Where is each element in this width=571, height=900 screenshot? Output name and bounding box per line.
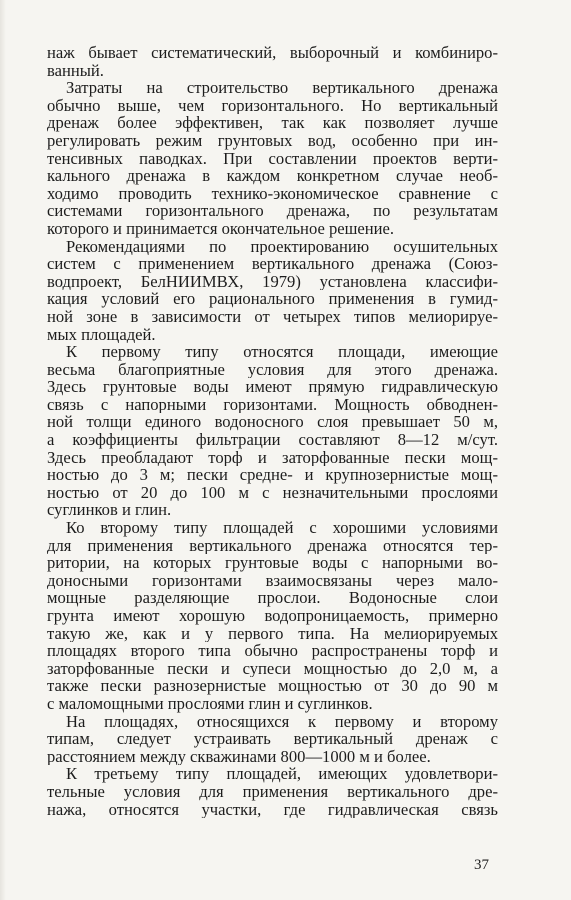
text-line: Здесь грунтовые воды имеют прямую гидравлическую — [47, 378, 498, 396]
text-line: а коэффициенты фильтрации составляют 8—12 м/сут. — [47, 431, 498, 449]
page-edge-shadow — [0, 0, 6, 900]
text-line: мых площадей. — [47, 325, 156, 344]
text-line: также пески разнозернистые мощностью от 30 до 90 м — [47, 677, 498, 695]
text-line: нажа, относятся участки, где гидравлическая связь — [47, 800, 498, 819]
paragraph — [47, 713, 498, 766]
text-line: На площадях, относящихся к первому и второму — [66, 712, 498, 731]
text-line: суглинков и глин. — [47, 501, 172, 520]
text-line: которого и принимается окончательное решение. — [47, 219, 395, 238]
text-line: наж бывает систематический, выборочный и комбиниро- — [47, 44, 498, 62]
text-line: К первому типу относятся площади, имеющие — [66, 343, 498, 361]
body-text — [47, 44, 498, 818]
paragraph — [47, 238, 498, 344]
text-line: с маломощными прослоями глин и суглинков. — [47, 694, 373, 713]
text-line: водпроект, БелНИИМВХ, 1979) установлена классифи- — [47, 272, 498, 291]
text-line: дренаж более эффективен, так как позволяет лучше — [47, 114, 498, 132]
text-line: кация условий его рационального применения в гумид- — [47, 290, 498, 308]
text-line: весьма благоприятные условия для этого дренажа. — [47, 360, 498, 379]
text-line: кального дренажа в каждом конкретном случае необ- — [47, 167, 498, 185]
text-line: грунта имеют хорошую водопроницаемость, примерно — [47, 607, 498, 625]
text-line: регулировать режим грунтовых вод, особенно при ин- — [47, 131, 498, 150]
page-number: 37 — [474, 857, 489, 873]
text-line: доносными горизонтами взаимосвязаны через мало- — [47, 571, 498, 590]
text-line: связь с напорными горизонтами. Мощность обводнен- — [47, 395, 498, 414]
text-line: площадях второго типа обычно распространены торф и — [47, 642, 498, 660]
paragraph — [47, 519, 498, 713]
paragraph — [47, 765, 498, 818]
text-line: тенсивных паводках. При составлении проектов верти- — [47, 149, 498, 168]
text-line: мощные разделяющие прослои. Водоносные слои — [47, 589, 498, 607]
text-line: Здесь преобладают торф и заторфованные пески мощ- — [47, 448, 498, 467]
text-line: для применения вертикального дренажа относятся тер- — [47, 536, 498, 555]
text-line: расстоянием между скважинами 800—1000 м и более. — [47, 747, 431, 766]
text-line: ритории, на которых грунтовые воды с напорными во- — [47, 554, 498, 572]
text-line: ностью от 20 до 100 м с незначительными прослоями — [47, 483, 498, 502]
paragraph — [47, 79, 498, 237]
text-line: ходимо проводить технико-экономическое сравнение с — [47, 184, 498, 203]
text-line: Затраты на строительство вертикального дренажа — [66, 79, 498, 97]
text-line: К третьему типу площадей, имеющих удовлетвори- — [66, 765, 498, 783]
text-line: ванный. — [47, 61, 104, 80]
text-line: тельные условия для применения вертикального дре- — [47, 782, 498, 801]
text-line: обычно выше, чем горизонтального. Но вертикальный — [47, 96, 498, 115]
text-line: Ко второму типу площадей с хорошими условиями — [66, 519, 498, 537]
text-line: ной толщи единого водоносного слоя превышает 50 м, — [47, 413, 498, 432]
text-line: систем с применением вертикального дренажа (Союз- — [47, 255, 498, 273]
text-line: системами горизонтального дренажа, по результатам — [47, 202, 498, 220]
text-line: заторфованные пески и супеси мощностью до 2,0 м, а — [47, 659, 498, 678]
paragraph — [47, 44, 498, 79]
text-line: типам, следует устраивать вертикальный дренаж с — [47, 730, 498, 748]
text-line: такую же, как и у первого типа. На мелиорируемых — [47, 624, 498, 643]
text-line: Рекомендациями по проектированию осушительных — [66, 237, 498, 256]
text-line: ностью до 3 м; пески средне- и крупнозернистые мощ- — [47, 466, 498, 484]
paragraph — [47, 343, 498, 519]
text-line: ной зоне в зависимости от четырех типов мелиорируе- — [47, 307, 498, 326]
